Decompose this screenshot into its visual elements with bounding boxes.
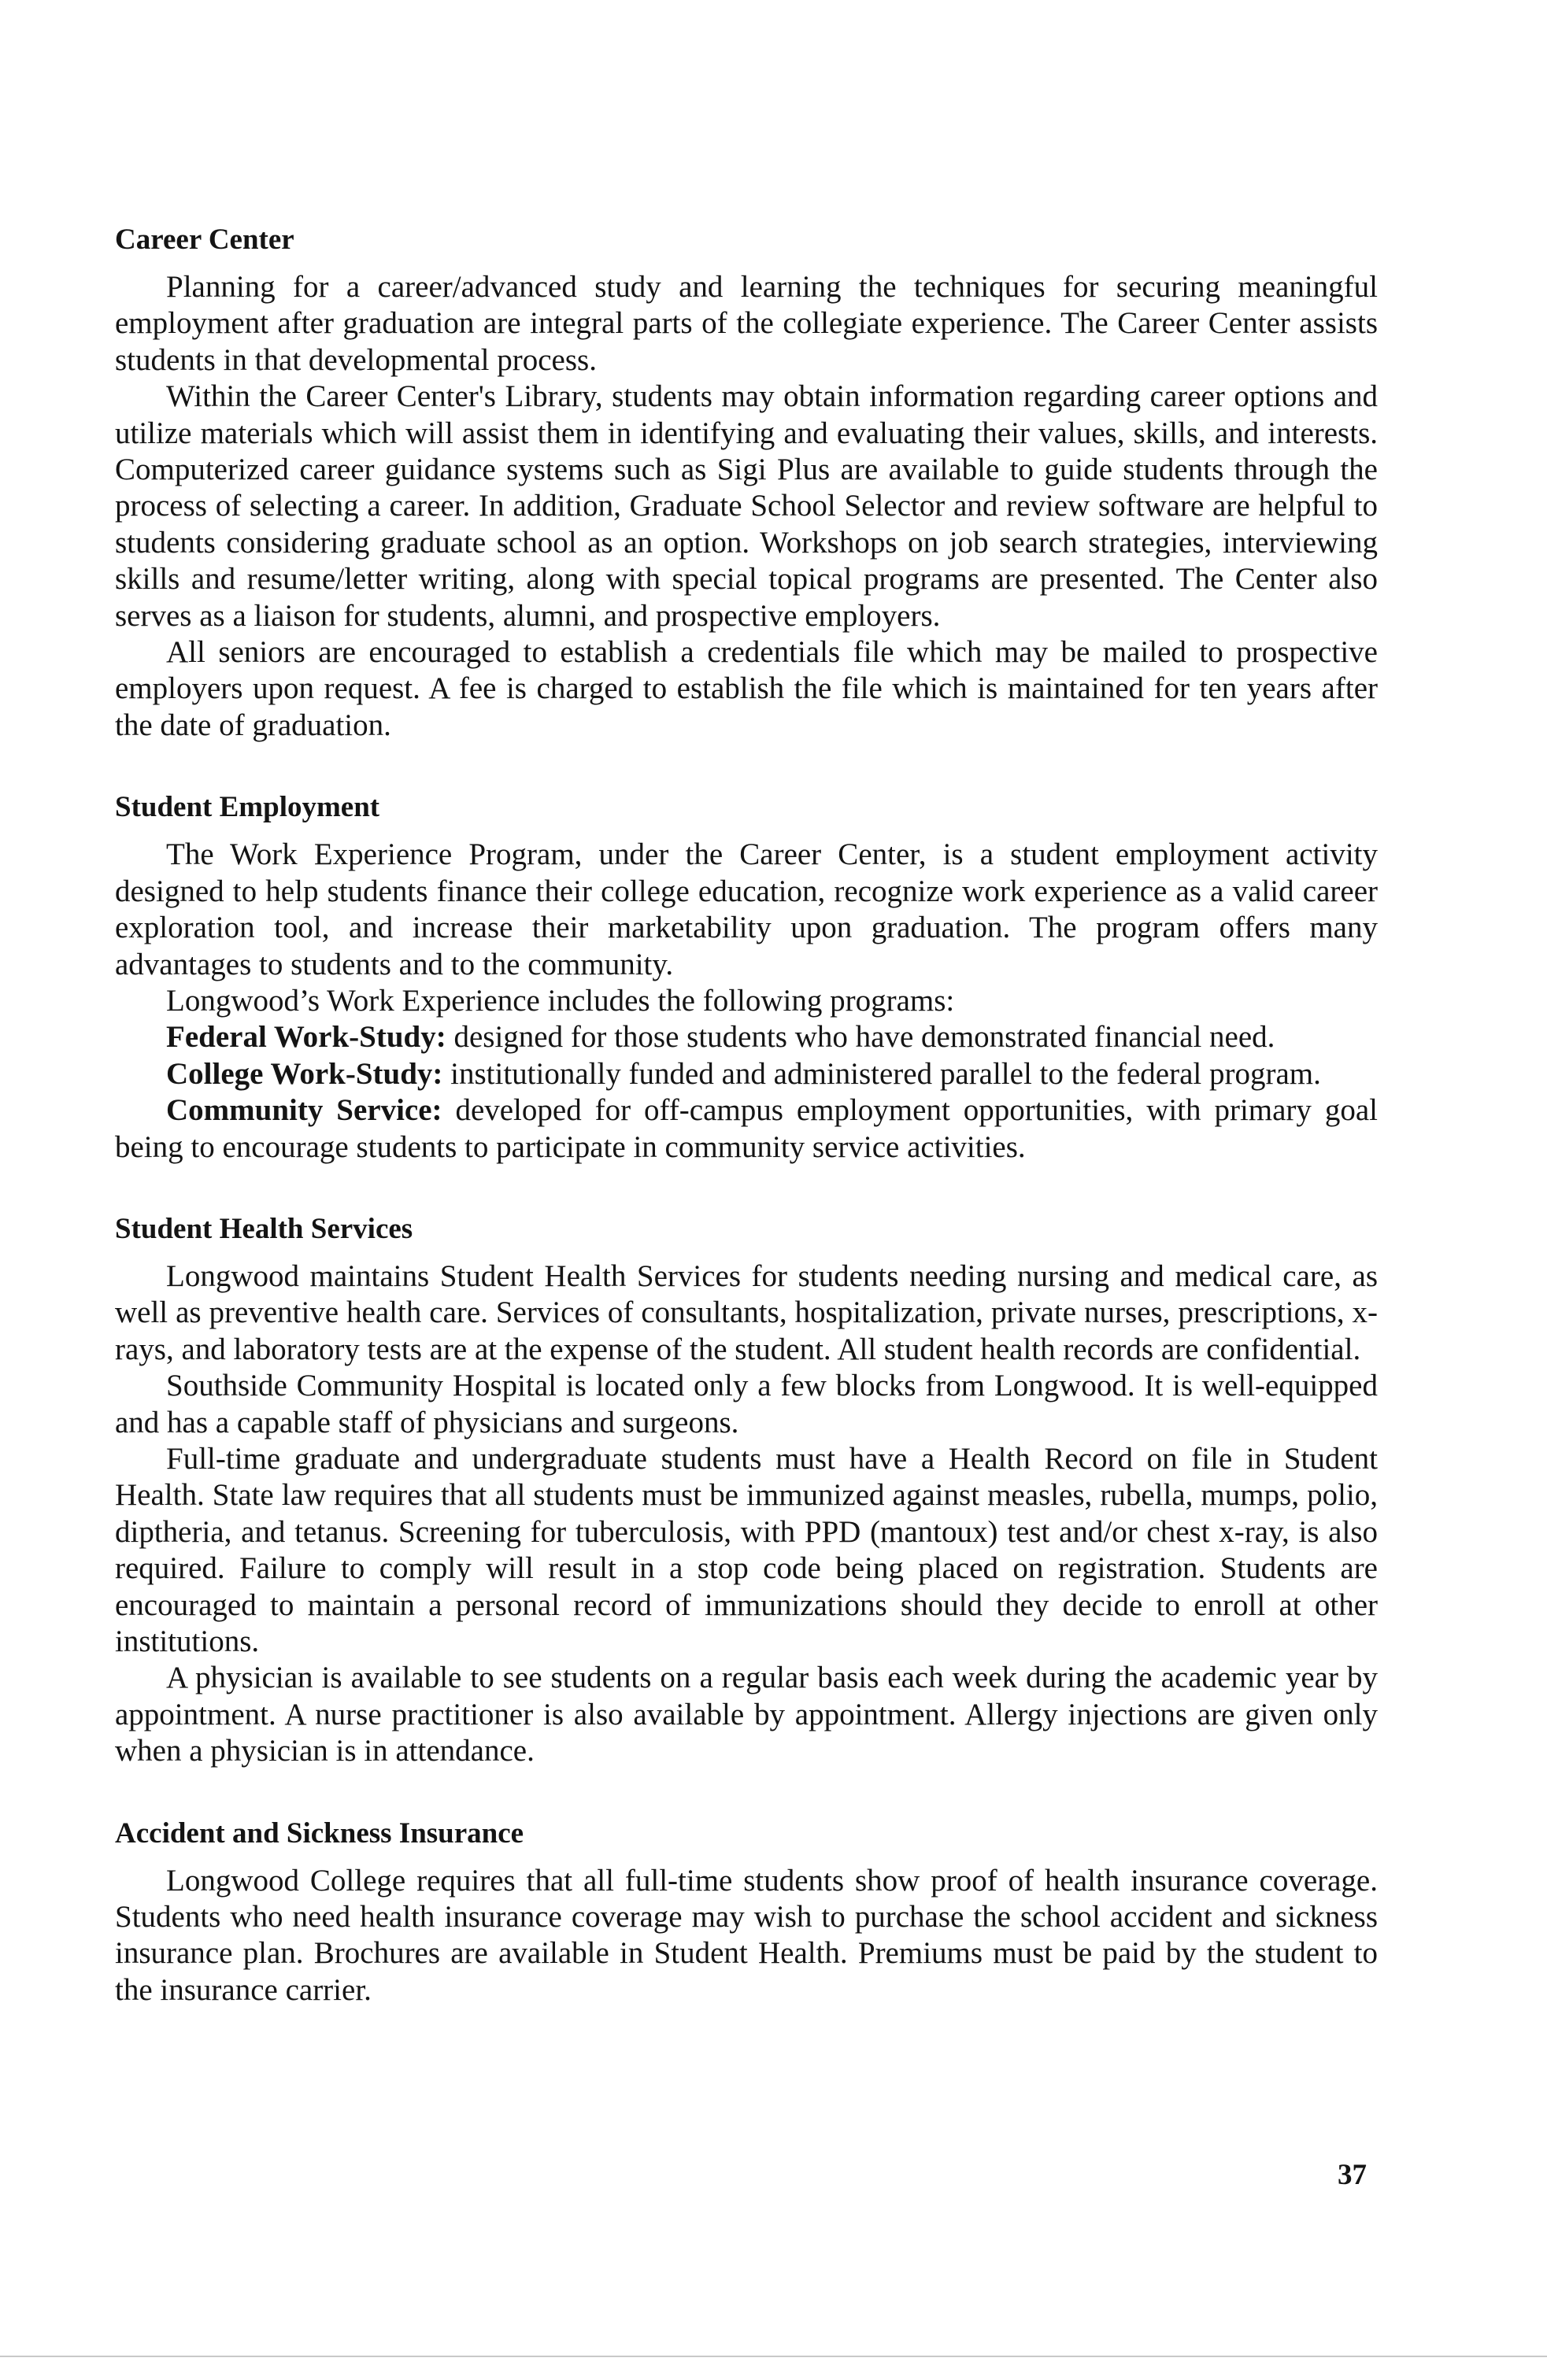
section-spacer [115, 744, 1378, 789]
program-item [115, 1019, 1378, 1055]
paragraph: A physician is available to see students on a regular basis each week during the academic year by appointment. A nurse practitioner is also available by appointment. Allergy injections are given only when a physician is in attendance. [115, 1661, 1378, 1768]
section-accident-sickness-insurance [115, 1816, 1378, 2009]
page-content [115, 222, 1378, 2009]
program-description: designed for those students who have demonstrated financial need. [453, 1020, 1275, 1055]
section-heading: Accident and Sickness Insurance [115, 1816, 524, 1850]
page-number: 37 [1338, 2159, 1367, 2191]
paragraph: Longwood’s Work Experience includes the following programs: [166, 983, 955, 1018]
paragraph: Within the Career Center's Library, students may obtain information regarding career options and utilize materials which will assist them in identifying and evaluating their values, skills, and interests. Computerized career guidance systems such as Sigi Plus are available to guide students through the process of selecting a career. In addition, Graduate School Selector and review software are helpful to students considering graduate school as an option. Workshops on job search strategies, interviewing skills and resume/letter writing, along with special topical programs are presented. The Center also serves as a liaison for students, alumni, and prospective employers. [115, 379, 1378, 633]
section-heading: Student Employment [115, 791, 380, 824]
paragraph: Full-time graduate and undergraduate students must have a Health Record on file in Student Health. State law requires that all students must be immunized against measles, rubella, mumps, polio, diptheria, and tetanus. Screening for tuberculosis, with PPD (mantoux) test and/or chest x-ray, is also required. Failure to comply will result in a stop code being placed on registration. Students are encouraged to maintain a personal record of immunizations should they decide to enroll at other institutions. [115, 1441, 1378, 1658]
paragraph: Planning for a career/advanced study and learning the techniques for securing meaningful employment after graduation are integral parts of the collegiate experience. The Career Center assists students in that developmental process. [115, 270, 1378, 377]
footer-rule [0, 2356, 1547, 2357]
paragraph: Longwood maintains Student Health Services for students needing nursing and medical care, as well as preventive health care. Services of consultants, hospitalization, private nurses, prescriptions, x-rays, and laboratory tests are at the expense of the student. All student health records are confidential. [115, 1258, 1378, 1366]
section-spacer [115, 1770, 1378, 1816]
paragraph: All seniors are encouraged to establish a credentials file which may be mailed to prospective employers upon request. A fee is charged to establish the file which is maintained for ten years after the date of graduation. [115, 635, 1378, 742]
section-spacer [115, 1166, 1378, 1211]
paragraph: The Work Experience Program, under the Career Center, is a student employment activity designed to help students finance their college education, recognize work experience as a valid career exploration tool, and increase their marketability upon graduation. The program offers many advantages to students and to the community. [115, 837, 1378, 981]
section-heading: Career Center [115, 224, 294, 256]
program-item [115, 1092, 1378, 1166]
paragraph: Longwood College requires that all full-time students show proof of health insurance coverage. Students who need health insurance coverage may wish to purchase the school accident and sickness insurance plan. Brochures are available in Student Health. Premiums must be paid by the student to the insurance carrier. [115, 1863, 1378, 2007]
program-term: Community Service: [166, 1093, 442, 1128]
section-heading: Student Health Services [115, 1212, 413, 1245]
section-student-employment [115, 789, 1378, 1166]
program-description: developed for off-campus employment opportunities, with primary goal being to encourage students to participate in community service activities. [115, 1093, 1378, 1164]
section-career-center [115, 222, 1378, 744]
program-term: Federal Work-Study: [166, 1020, 446, 1055]
program-description: institutionally funded and administered parallel to the federal program. [450, 1056, 1321, 1091]
program-item [115, 1056, 1378, 1092]
program-term: College Work-Study: [166, 1056, 443, 1091]
section-student-health-services [115, 1211, 1378, 1770]
paragraph: Southside Community Hospital is located only a few blocks from Longwood. It is well-equipped and has a capable staff of physicians and surgeons. [115, 1369, 1378, 1439]
